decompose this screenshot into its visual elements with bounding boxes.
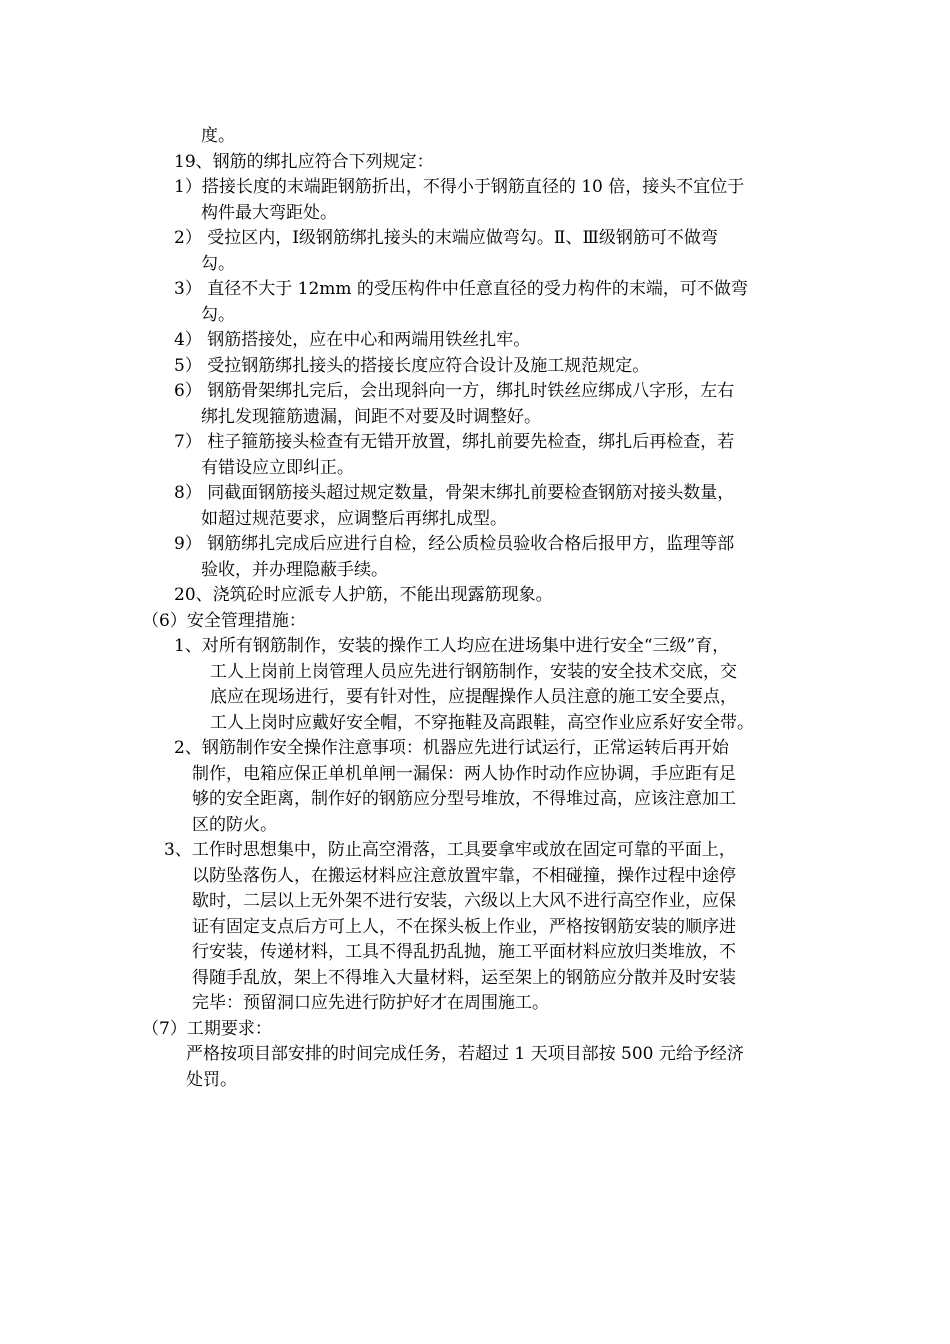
- text-line: 得随手乱放，架上不得堆入大量材料，运至架上的钢筋应分散并及时安装: [192, 968, 736, 988]
- list-item-1: 1）搭接长度的末端距钢筋折出，不得小于钢筋直径的 10 倍，接头不宜位于: [174, 177, 745, 197]
- safety-item-2: 2、钢筋制作安全操作注意事项：机器应先进行试运行，正常运转后再开始: [174, 738, 729, 758]
- text-line: 处罚。: [186, 1070, 237, 1090]
- text-line: 底应在现场进行，要有针对性，应提醒操作人员注意的施工安全要点，: [210, 687, 737, 707]
- text-line: 构件最大弯距处。: [201, 203, 337, 223]
- item-heading-19: 19、钢筋的绑扎应符合下列规定：: [174, 152, 434, 172]
- text-line: 以防坠落伤人，在搬运材料应注意放置牢靠，不相碰撞，操作过程中途停: [192, 866, 736, 886]
- list-item-7: 7） 柱子箍筋接头检查有无错开放置，绑扎前要先检查，绑扎后再检查，若: [174, 432, 735, 452]
- text-line: 度。: [201, 126, 235, 146]
- section-heading-6: （6）安全管理措施：: [142, 611, 306, 631]
- text-line: 有错设应立即纠正。: [201, 458, 354, 478]
- text-line: 歇时，二层以上无外架不进行安装，六级以上大风不进行高空作业，应保: [192, 891, 736, 911]
- list-item-6: 6） 钢筋骨架绑扎完后，会出现斜向一方，绑扎时铁丝应绑成八字形，左右: [174, 381, 735, 401]
- text-line: 勾。: [201, 254, 235, 274]
- list-item-2: 2） 受拉区内，Ⅰ级钢筋绑扎接头的末端应做弯勾。Ⅱ、Ⅲ级钢筋可不做弯: [174, 228, 718, 248]
- text-line: 证有固定支点后方可上人，不在探头板上作业，严格按钢筋安装的顺序进: [192, 917, 736, 937]
- safety-item-1: 1、对所有钢筋制作，安装的操作工人均应在进场集中进行安全“三级”育，: [174, 636, 730, 656]
- text-line: 绑扎发现箍筋遗漏，间距不对要及时调整好。: [201, 407, 541, 427]
- text-line: 完毕：预留洞口应先进行防护好才在周围施工。: [192, 993, 549, 1013]
- text-line: 区的防火。: [192, 815, 277, 835]
- text-line: 工人上岗前上岗管理人员应先进行钢筋制作，安装的安全技术交底，交: [210, 662, 737, 682]
- safety-item-3: 3、工作时思想集中，防止高空滑落，工具要拿牢或放在固定可靠的平面上，: [164, 840, 736, 860]
- text-line: 验收，并办理隐蔽手续。: [201, 560, 388, 580]
- text-line: 行安装，传递材料，工具不得乱扔乱抛，施工平面材料应放归类堆放，不: [192, 942, 736, 962]
- text-line: 工人上岗时应戴好安全帽，不穿拖鞋及高跟鞋，高空作业应系好安全带。: [210, 713, 754, 733]
- schedule-requirement: 严格按项目部安排的时间完成任务，若超过 1 天项目部按 500 元给予经济: [186, 1044, 744, 1064]
- section-heading-7: （7）工期要求：: [142, 1019, 272, 1039]
- list-item-3: 3） 直径不大于 12mm 的受压构件中任意直径的受力构件的末端，可不做弯: [174, 279, 748, 299]
- text-line: 够的安全距离，制作好的钢筋应分型号堆放，不得堆过高，应该注意加工: [192, 789, 736, 809]
- list-item-8: 8） 同截面钢筋接头超过规定数量，骨架末绑扎前要检查钢筋对接头数量，: [174, 483, 735, 503]
- text-line: 制作，电箱应保正单机单闸一漏保：两人协作时动作应协调，手应距有足: [192, 764, 736, 784]
- list-item-5: 5） 受拉钢筋绑扎接头的搭接长度应符合设计及施工规范规定。: [174, 356, 650, 376]
- text-line: 勾。: [201, 305, 235, 325]
- text-line: 如超过规范要求，应调整后再绑扎成型。: [201, 509, 507, 529]
- list-item-9: 9） 钢筋绑扎完成后应进行自检，经公质检员验收合格后报甲方，监理等部: [174, 534, 735, 554]
- item-heading-20: 20、浇筑砼时应派专人护筋，不能出现露筋现象。: [174, 585, 553, 605]
- list-item-4: 4） 钢筋搭接处，应在中心和两端用铁丝扎牢。: [174, 330, 531, 350]
